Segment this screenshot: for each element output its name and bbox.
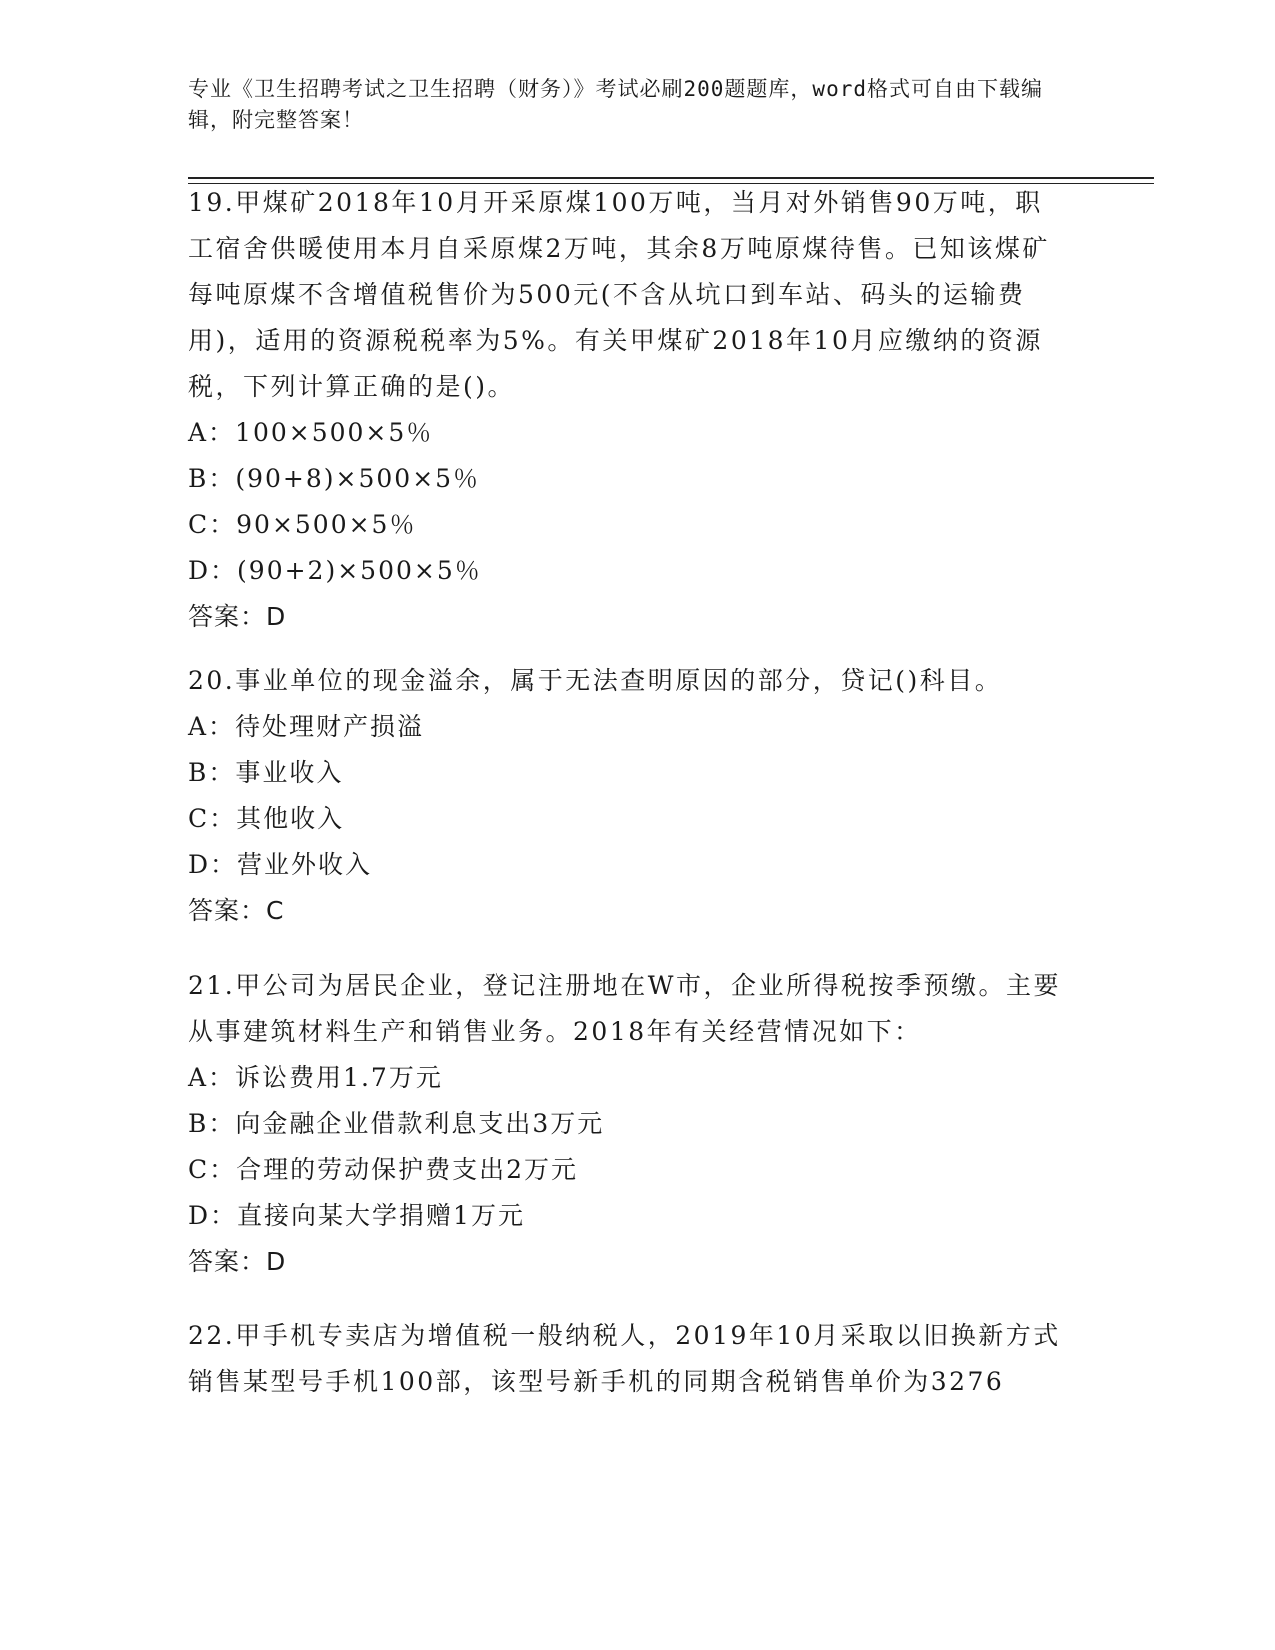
option-b: B：事业收入 — [188, 758, 344, 787]
question-19 — [188, 180, 1068, 640]
question-21 — [188, 963, 1068, 1285]
question-stem: 20.事业单位的现金溢余，属于无法查明原因的部分，贷记()科目。 — [188, 666, 1003, 695]
option-b: B：向金融企业借款利息支出3万元 — [188, 1109, 605, 1138]
question-stem: 21.甲公司为居民企业，登记注册地在W市，企业所得税按季预缴。主要从事建筑材料生产和销售业务。2018年有关经营情况如下： — [188, 971, 1061, 1046]
option-c: C：其他收入 — [188, 804, 345, 833]
option-c: C：合理的劳动保护费支出2万元 — [188, 1155, 579, 1184]
answer-line: 答案：D — [188, 1247, 287, 1276]
option-a: A：100×500×5％ — [188, 418, 434, 447]
option-a: A：诉讼费用1.7万元 — [188, 1063, 443, 1092]
answer-line: 答案：D — [188, 602, 287, 631]
option-c: C：90×500×5％ — [188, 510, 417, 539]
option-d: D：(90+2)×500×5％ — [188, 556, 482, 585]
option-d: D：营业外收入 — [188, 850, 373, 879]
option-b: B：(90+8)×500×5％ — [188, 464, 481, 493]
question-stem: 22.甲手机专卖店为增值税一般纳税人，2019年10月采取以旧换新方式销售某型号手机100部，该型号新手机的同期含税销售单价为3276 — [188, 1321, 1061, 1396]
document-header: 专业《卫生招聘考试之卫生招聘（财务）》考试必刷200题题库，word格式可自由下载编辑，附完整答案！ — [188, 77, 1043, 132]
answer-line: 答案：C — [188, 896, 285, 925]
question-22 — [188, 1313, 1068, 1405]
question-20 — [188, 658, 1068, 934]
question-stem: 19.甲煤矿2018年10月开采原煤100万吨，当月对外销售90万吨，职工宿舍供暖使用本月自采原煤2万吨，其余8万吨原煤待售。已知该煤矿每吨原煤不含增值税售价为500元(不含从坑口到车站、码头的运输费用)，适用的资源税税率为5%。有关甲煤矿2018年10月应缴纳的资源税，下列计算正确的是()。 — [188, 188, 1050, 401]
option-a: A：待处理财产损溢 — [188, 712, 425, 741]
option-d: D：直接向某大学捐赠1万元 — [188, 1201, 525, 1230]
header-divider-thick — [188, 177, 1154, 179]
